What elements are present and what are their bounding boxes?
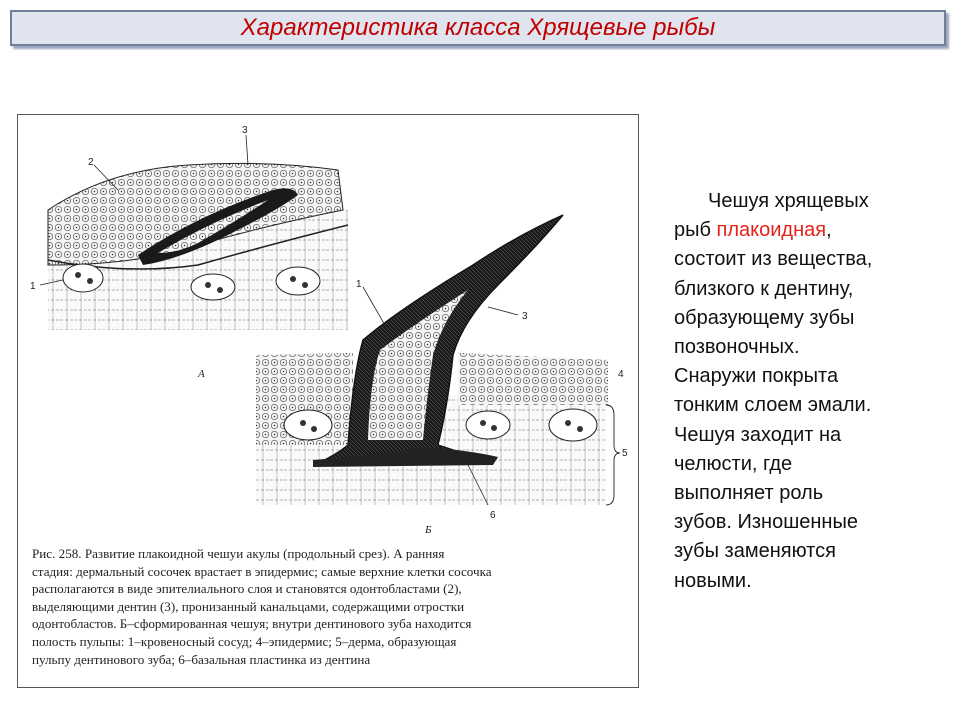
description-line: Снаружи покрыта [674,365,839,388]
label-panel-a: А [198,368,205,380]
description-line: близкого к дентину, [674,277,854,300]
label-1b: 1 [356,279,362,290]
description-line: образующему зубы [674,306,855,329]
highlight-placoid: плакоидная [716,219,827,242]
description-line: выполняет роль [674,482,824,505]
scale-development-figure [17,114,639,688]
caption-line: полость пульпы: 1–кровеносный сосуд; 4–эпидермис; 5–дерма, образующая [32,633,457,649]
figure-caption [32,545,628,668]
description-line: позвоночных. [674,336,800,359]
description-line: Чешуя хрящевых [708,190,869,212]
label-5: 5 [622,448,628,459]
caption-line: выделяющими дентин (3), пронизанный канальцами, содержащими отростки [32,598,465,614]
description-line: челюсти, где [674,452,793,475]
panel-a-drawing [40,135,348,330]
label-2: 2 [88,157,94,168]
description-line: состоит из вещества, [674,248,873,271]
description-line: зубов. Изношенные [674,511,858,534]
title-bar [10,10,946,46]
caption-line: пульпу дентинового зуба; 6–базальная пластинка из дентина [32,651,371,667]
description-text [674,187,934,596]
description-line: новыми. [674,569,752,592]
caption-line: стадия: дермальный сосочек врастает в эпидермис; самые верхние клетки сосочка [32,563,492,579]
label-panel-b: Б [425,524,432,536]
description-line-highlight: рыб плакоидная, [674,219,832,242]
description-line: тонким слоем эмали. [674,394,872,417]
label-3a: 3 [242,125,248,136]
slide-title: Характеристика класса Хрящевые рыбы [240,14,716,41]
label-6: 6 [490,510,496,521]
caption-line: Рис. 258. Развитие плакоидной чешуи акулы (продольный срез). А ранняя [32,546,445,561]
label-4: 4 [618,369,624,380]
label-1a: 1 [30,281,36,292]
description-line: зубы заменяются [674,540,836,563]
description-line: Чешуя заходит на [674,423,842,446]
label-3b: 3 [522,311,528,322]
caption-line: одонтобластов. Б–сформированная чешуя; внутри дентинового зуба находится [32,616,472,632]
caption-line: располагаются в виде эпителиального слоя и становятся одонтобластами (2), [32,581,462,597]
